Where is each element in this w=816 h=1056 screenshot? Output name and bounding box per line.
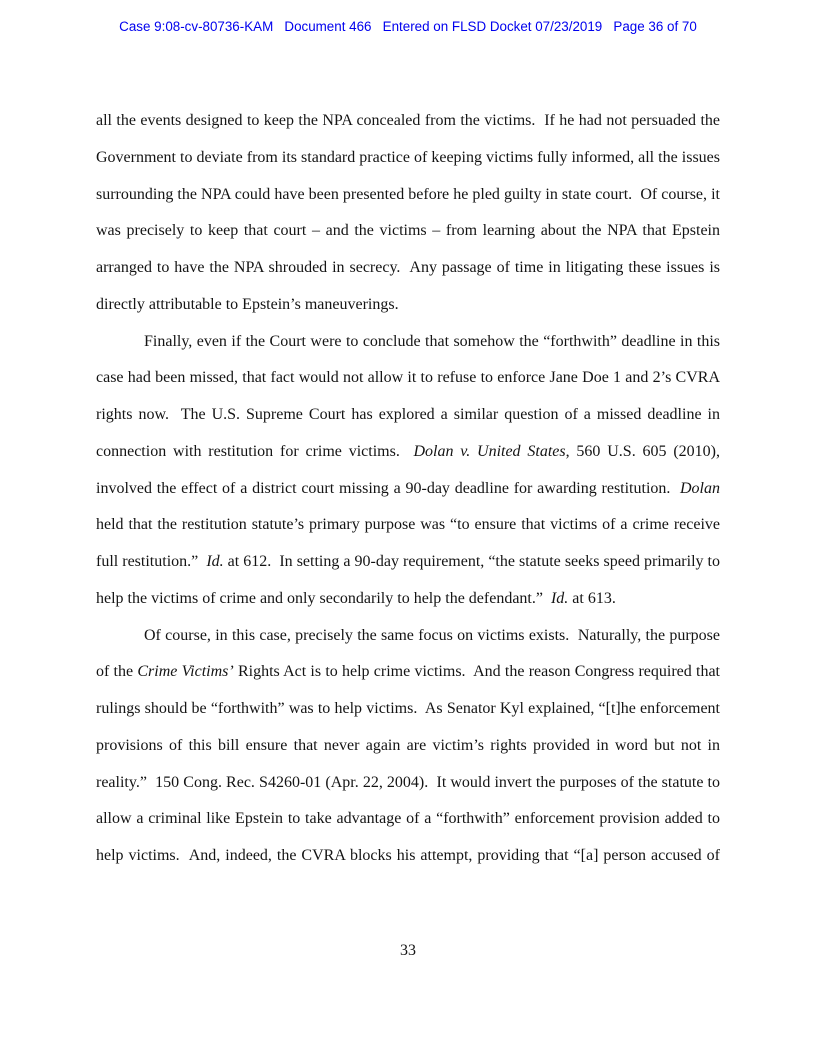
text-run: , 560 U.S. 605 (2010), involved the effect of a district court missing a 90-day deadline for awarding restitution. (96, 442, 724, 497)
text-run: Finally, even if the Court were to conclude that somehow the “forthwith” deadline in this case had been missed, that fact would not allow it to refuse to enforce Jane Doe 1 and 2’s CVRA rights now. The U.S. Supreme Court has explored a similar question of a missed deadline in connection with restitution for crime victims. (96, 332, 724, 460)
ecf-case-header-stamp: Case 9:08-cv-80736-KAM Document 466 Entered on FLSD Docket 07/23/2019 Page 36 of 70 (119, 19, 697, 34)
italic-text-run: Id. (206, 553, 224, 570)
italic-text-run: Id. (550, 589, 569, 607)
text-run: at 613. (568, 589, 616, 607)
page-number: 33 (400, 942, 416, 959)
italic-text-run: Dolan (680, 479, 720, 497)
paragraph (96, 618, 725, 875)
document-body (96, 103, 725, 875)
text-run: at 612. In setting a 90-day requirement, “the statute seeks speed primarily to help the victims of crime and only secondarily to help the defendant.” (96, 553, 724, 607)
paragraph (96, 103, 724, 324)
text-run: Rights Act is to help crime victims. And the reason Congress required that rulings should be “forthwith” was to help victims. As Senator Kyl explained, “[t]he enforcement provisions of this bill ensure that never again are victim’s rights provided in word but not in reality.” 150 Cong. Rec. S4260-01 (Apr. 22, 2004). It would invert the purposes of the statute to allow a criminal like Epstein to take advantage of a “forthwith” enforcement provision added to help victims. And, indeed, the CVRA blocks his attempt, providing that “[a] person accused of (96, 663, 725, 864)
italic-text-run: Dolan v. United States (413, 442, 566, 460)
text-run: held that the restitution statute’s primary purpose was “to ensure that victims of a crime receive full restitution.” (96, 479, 724, 570)
italic-text-run: Crime Victims’ (137, 663, 234, 681)
text-run: all the events designed to keep the NPA concealed from the victims. If he had not persuaded the Government to deviate from its standard practice of keeping victims fully informed, all the issues surrounding the NPA could have been presented before he pled guilty in state court. Of course, it was precisely to keep that court – and the victims – from learning about the NPA that Epstein arranged to have the NPA shrouded in secrecy. Any passage of time in litigating these issues is directly attributable to Epstein’s maneuverings. (96, 112, 724, 313)
text-run: Of course, in this case, precisely the same focus on victims exists. Naturally, the purpose of the (96, 626, 724, 681)
paragraph (96, 324, 724, 618)
